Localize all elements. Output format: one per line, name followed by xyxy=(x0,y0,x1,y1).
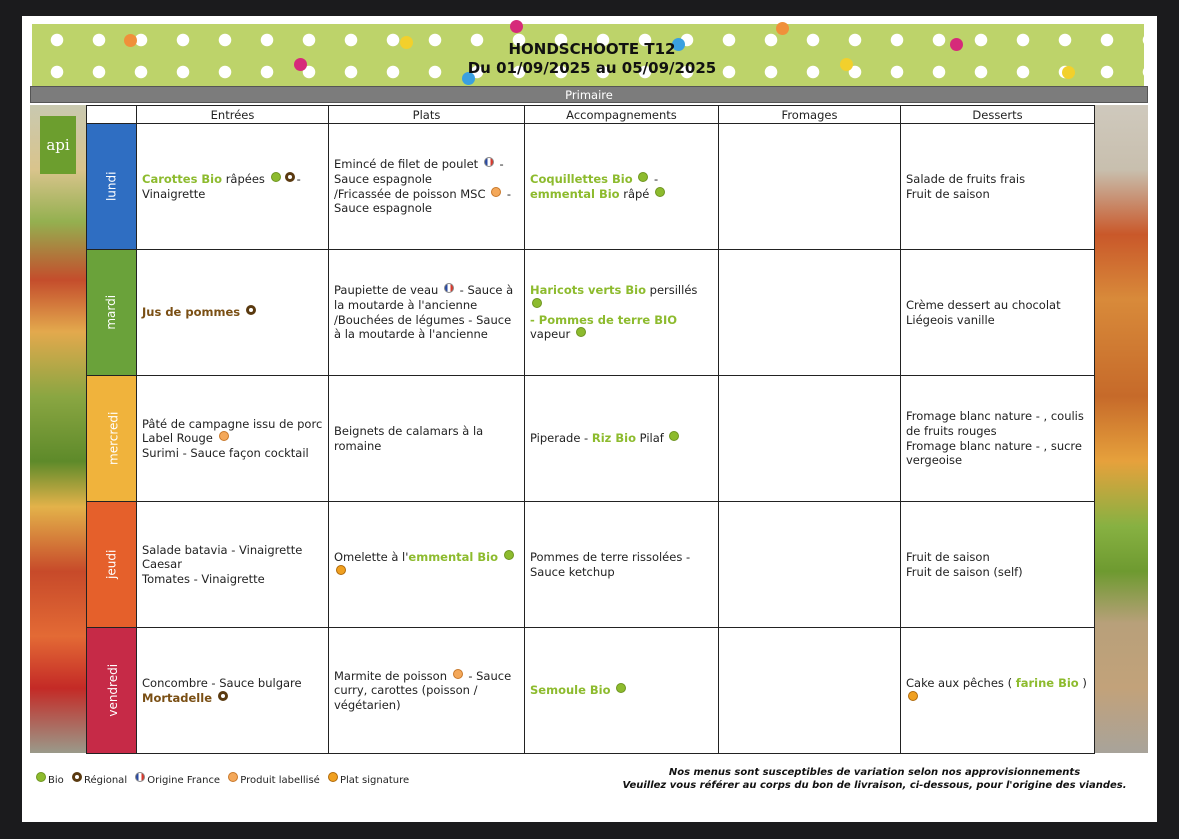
col-header-desserts: Desserts xyxy=(901,106,1095,124)
dish-text: Crème dessert au chocolat xyxy=(906,297,1061,312)
dish-text: /Fricassée de poisson MSC xyxy=(334,186,486,201)
bio-icon xyxy=(532,298,542,308)
produit-labellise-icon xyxy=(491,187,501,197)
bio-icon xyxy=(271,172,281,182)
bio-icon xyxy=(576,327,586,337)
dish-text: Piperade - xyxy=(530,431,589,446)
dish-text: Sauce espagnole xyxy=(334,171,432,186)
cell-desserts xyxy=(901,124,1095,250)
legend-origine-france xyxy=(133,775,220,786)
banner-dot xyxy=(294,58,307,71)
dish-text: Paupiette de veau xyxy=(334,283,439,298)
notice-line: Veuillez vous référer au corps du bon de livraison, ci-dessous, pour l'origine des viandes. xyxy=(622,780,1127,791)
cell-desserts xyxy=(901,376,1095,502)
cell-plats xyxy=(329,250,525,376)
day-label: vendredi xyxy=(106,664,121,717)
cell-accompagnements xyxy=(525,628,719,754)
dish-text: Tomates - Vinaigrette xyxy=(142,571,265,586)
api-logo: api xyxy=(40,116,76,174)
legend-label: Plat signature xyxy=(340,775,410,786)
menu-title: HONDSCHOOTE T12 xyxy=(508,40,676,58)
dish-text: Label Rouge xyxy=(142,431,213,446)
col-header-entrees: Entrées xyxy=(137,106,329,124)
decor-strip-right xyxy=(1094,105,1148,753)
dish-text: Pommes de terre rissolées - xyxy=(530,549,691,564)
bio-icon xyxy=(638,172,648,182)
bio-icon xyxy=(504,550,514,560)
dish-text: vapeur xyxy=(530,327,571,342)
legend xyxy=(34,772,412,786)
banner-dot xyxy=(950,38,963,51)
regional-icon xyxy=(246,305,256,315)
dish-text: Beignets de calamars à la romaine xyxy=(334,423,484,453)
cell-desserts xyxy=(901,502,1095,628)
col-header-fromages: Fromages xyxy=(719,106,901,124)
day-label: mardi xyxy=(104,295,119,330)
section-bar: Primaire xyxy=(30,86,1148,103)
dish-text: Fruit de saison xyxy=(906,186,990,201)
day-row-lundi xyxy=(87,124,1095,250)
legend-label: Produit labellisé xyxy=(240,775,320,786)
cell-desserts xyxy=(901,250,1095,376)
day-row-mardi xyxy=(87,250,1095,376)
cell-accompagnements xyxy=(525,124,719,250)
separator: - xyxy=(296,171,301,186)
dish-text: Fruit de saison xyxy=(906,549,990,564)
dish-text: Fromage blanc nature - , sucre vergeoise xyxy=(906,438,1082,468)
legend-plat-signature xyxy=(326,775,409,786)
legend-produit-labellise xyxy=(226,775,320,786)
cell-desserts xyxy=(901,628,1095,754)
legend-bio xyxy=(34,775,64,786)
dish-text: Concombre - Sauce bulgare xyxy=(142,675,302,690)
day-label: lundi xyxy=(104,171,119,202)
day-cell-mardi xyxy=(87,250,137,376)
col-header-plats: Plats xyxy=(329,106,525,124)
bio-item: Coquillettes Bio xyxy=(530,171,633,186)
cell-entrees xyxy=(137,250,329,376)
dish-text: Omelette à l' xyxy=(334,549,409,564)
dish-text: - Sauce curry, carottes (poisson / végétarien) xyxy=(334,668,512,712)
bio-item: farine Bio xyxy=(1015,675,1079,690)
separator: - xyxy=(506,186,511,201)
cell-fromages xyxy=(719,250,901,376)
dish-text: râpé xyxy=(623,186,650,201)
bio-item: Riz Bio xyxy=(591,431,636,446)
cell-entrees xyxy=(137,124,329,250)
day-label: mercredi xyxy=(106,411,121,466)
day-cell-jeudi xyxy=(87,502,137,628)
cell-accompagnements xyxy=(525,376,719,502)
dish-text: Marmite de poisson xyxy=(334,668,448,683)
notice-line: Nos menus sont susceptibles de variation selon nos approvisionnements xyxy=(668,767,1081,778)
cell-plats xyxy=(329,628,525,754)
bio-item: emmental Bio xyxy=(530,186,620,201)
produit-labellise-icon xyxy=(228,772,238,782)
origine-france-icon xyxy=(444,283,454,293)
banner-dot xyxy=(776,22,789,35)
cell-entrees xyxy=(137,502,329,628)
menu-table xyxy=(86,105,1095,754)
banner-dot xyxy=(1062,66,1075,79)
dish-text: Liégeois vanille xyxy=(906,312,995,327)
day-row-vendredi xyxy=(87,628,1095,754)
regional-icon xyxy=(72,772,82,782)
cell-fromages xyxy=(719,376,901,502)
legend-regional xyxy=(70,775,127,786)
regional-icon xyxy=(218,691,228,701)
cell-accompagnements xyxy=(525,502,719,628)
menu-date-range: Du 01/09/2025 au 05/09/2025 xyxy=(467,59,717,77)
origine-france-icon xyxy=(484,157,494,167)
legend-label: Régional xyxy=(83,775,128,786)
origine-france-icon xyxy=(135,772,145,782)
bio-item: Haricots verts Bio xyxy=(530,283,646,298)
bio-icon xyxy=(36,772,46,782)
dish-text: Pilaf xyxy=(639,431,664,446)
dish-text: Sauce espagnole xyxy=(334,201,432,216)
decor-strip-left xyxy=(30,105,86,753)
cell-fromages xyxy=(719,502,901,628)
bio-icon xyxy=(669,431,679,441)
cell-entrees xyxy=(137,376,329,502)
plat-signature-icon xyxy=(336,565,346,575)
legend-label: Origine France xyxy=(147,775,221,786)
day-label: jeudi xyxy=(104,549,119,580)
cell-fromages xyxy=(719,124,901,250)
day-cell-mercredi xyxy=(87,376,137,502)
bio-item: - Pommes de terre BIO xyxy=(530,312,678,327)
dish-text: râpées xyxy=(225,171,265,186)
dish-text: Surimi - Sauce façon cocktail xyxy=(142,445,309,460)
dish-text: /Bouchées de légumes - Sauce à la moutarde à l'ancienne xyxy=(334,312,512,342)
bio-icon xyxy=(655,187,665,197)
dish-text: persillés xyxy=(649,283,698,298)
day-cell-vendredi xyxy=(87,628,137,754)
produit-labellise-icon xyxy=(453,669,463,679)
plat-signature-icon xyxy=(908,691,918,701)
col-header-accompagnements: Accompagnements xyxy=(525,106,719,124)
dish-text: Pâté de campagne issu de porc xyxy=(142,416,323,431)
bio-icon xyxy=(616,683,626,693)
dish-text: ) xyxy=(1082,675,1087,690)
cell-plats xyxy=(329,376,525,502)
column-header-row xyxy=(87,106,1095,124)
bio-item: Semoule Bio xyxy=(530,683,611,698)
dish-text: Emincé de filet de poulet xyxy=(334,157,479,172)
dish-text: Sauce ketchup xyxy=(530,564,615,579)
corner-cell xyxy=(87,106,137,124)
legend-label: Bio xyxy=(48,775,64,786)
banner-dot xyxy=(510,20,523,33)
dish-text: Salade batavia - Vinaigrette Caesar xyxy=(142,542,303,572)
cell-fromages xyxy=(719,628,901,754)
cell-plats xyxy=(329,502,525,628)
day-row-jeudi xyxy=(87,502,1095,628)
separator: - xyxy=(499,157,504,172)
dish-text: Fromage blanc nature - , coulis de fruits rouges xyxy=(906,409,1084,438)
cell-accompagnements xyxy=(525,250,719,376)
dish-text: Cake aux pêches ( xyxy=(906,675,1013,690)
day-cell-lundi xyxy=(87,124,137,250)
notice xyxy=(622,766,1127,792)
separator: - xyxy=(653,171,659,186)
dish-text: Salade de fruits frais xyxy=(906,171,1026,186)
regional-item: Jus de pommes xyxy=(142,305,241,320)
bio-item: emmental Bio xyxy=(408,549,498,564)
cell-plats xyxy=(329,124,525,250)
cell-entrees xyxy=(137,628,329,754)
dish-text: Fruit de saison (self) xyxy=(906,564,1023,579)
banner-dot xyxy=(840,58,853,71)
produit-labellise-icon xyxy=(219,431,229,441)
regional-icon xyxy=(285,172,295,182)
day-row-mercredi xyxy=(87,376,1095,502)
banner-dot xyxy=(124,34,137,47)
regional-item: Mortadelle xyxy=(142,690,212,705)
dish-text: - Sauce à la moutarde à l'ancienne xyxy=(334,283,514,312)
menu-sheet xyxy=(22,16,1157,822)
bio-item: Carottes Bio xyxy=(142,171,223,186)
plat-signature-icon xyxy=(328,772,338,782)
dish-text: Vinaigrette xyxy=(142,186,206,201)
